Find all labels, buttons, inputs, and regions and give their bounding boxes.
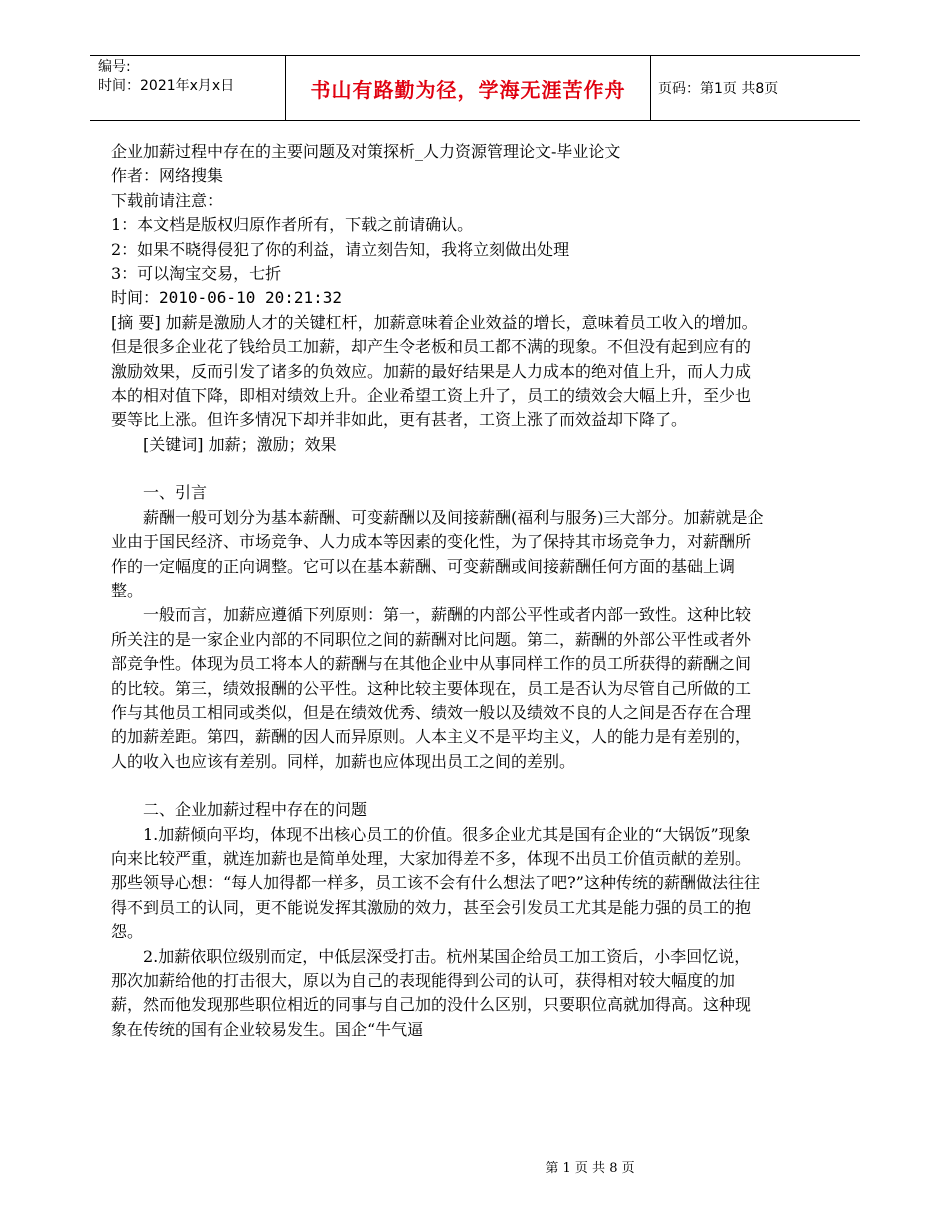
spacer xyxy=(111,774,766,798)
paragraph: 一般而言，加薪应遵循下列原则：第一，薪酬的内部公平性或者内部一致性。这种比较所关注的是一家企业内部的不同职位之间的薪酬对比问题。第二，薪酬的外部公平性或者外部竞争性。体现为员工将本人的薪酬与在其他企业中从事同样工作的员工所获得的薪酬之间的比较。第三，绩效报酬的公平性。这种比较主要体现在，员工是否认为尽管自己所做的工作与其他员工相同或类似，但是在绩效优秀、绩效一般以及绩效不良的人之间是否存在合理的加薪差距。第四，薪酬的因人而异原则。人本主义不是平均主义，人的能力是有差别的，人的收入也应该有差别。同样，加薪也应体现出员工之间的差别。 xyxy=(111,605,752,771)
doc-title: 企业加薪过程中存在的主要问题及对策探析_人力资源管理论文-毕业论文 xyxy=(111,142,621,161)
paragraph: 薪酬一般可划分为基本薪酬、可变薪酬以及间接薪酬(福利与服务)三大部分。加薪就是企业由于国民经济、市场竞争、人力成本等因素的变化性，为了保持其市场竞争力，对薪酬所作的一定幅度的正向调整。它可以在基本薪酬、可变薪酬或间接薪酬任何方面的基础上调整。 xyxy=(111,507,764,600)
notice-title: 下载前请注意： xyxy=(111,190,224,210)
header-divider xyxy=(650,56,651,120)
section-heading: 一、引言 xyxy=(143,483,208,503)
header-page-info: 页码：第1页 共8页 xyxy=(658,81,779,97)
page-header xyxy=(90,55,860,121)
section-heading: 二、企业加薪过程中存在的问题 xyxy=(143,800,368,820)
time-label: 时间：2021年x月x日 xyxy=(98,78,235,94)
header-meta xyxy=(98,58,283,118)
spacer xyxy=(111,457,766,481)
doc-time: 时间：2010-06-10 20:21:32 xyxy=(111,288,343,308)
paragraph: 2.加薪依职位级别而定，中低层深受打击。杭州某国企给员工加工资后，小李回忆说，那次加薪给他的打击很大，原以为自己的表现能得到公司的认可，获得相对较大幅度的加薪，然而他发现那些职位相近的同事与自己加的没什么区别，只要职位高就加得高。这种现象在传统的国有企业较易发生。国企“牛气逼 xyxy=(111,946,752,1039)
notice-item-3: 3：可以淘宝交易，七折 xyxy=(111,264,282,284)
notice-item-1: 1：本文档是版权归原作者所有，下载之前请确认。 xyxy=(111,215,474,235)
header-motto: 书山有路勤为径，学海无涯苦作舟 xyxy=(310,77,626,102)
document-body xyxy=(111,140,766,1042)
doc-author: 作者：网络搜集 xyxy=(111,166,224,186)
notice-item-2: 2：如果不晓得侵犯了你的利益，请立刻告知，我将立刻做出处理 xyxy=(111,239,570,259)
keywords: [关键词] 加薪；激励；效果 xyxy=(143,434,337,454)
abstract: [摘 要] 加薪是激励人才的关键杠杆，加薪意味着企业效益的增长，意味着员工收入的增加。但是很多企业花了钱给员工加薪，却产生令老板和员工都不满的现象。不但没有起到应有的激励效果，反而引发了诸多的负效应。加薪的最好结果是人力成本的绝对值上升，而人力成本的相对值下降，即相对绩效上升。企业希望工资上升了，员工的绩效会大幅上升，至少也要等比上涨。但许多情况下却并非如此，更有甚者，工资上涨了而效益却下降了。 xyxy=(111,312,758,430)
header-divider xyxy=(285,56,286,120)
page-footer: 第 1 页 共 8 页 xyxy=(545,1161,635,1176)
paragraph: 1.加薪倾向平均，体现不出核心员工的价值。很多企业尤其是国有企业的“大锅饭”现象向来比较严重，就连加薪也是简单处理，大家加得差不多，体现不出员工价值贡献的差别。那些领导心想：“每人加得都一样多，员工该不会有什么想法了吧?”这种传统的薪酬做法往往得不到员工的认同，更不能说发挥其激励的效力，甚至会引发员工尤其是能力强的员工的抱怨。 xyxy=(111,824,760,942)
number-label: 编号: xyxy=(98,59,131,75)
